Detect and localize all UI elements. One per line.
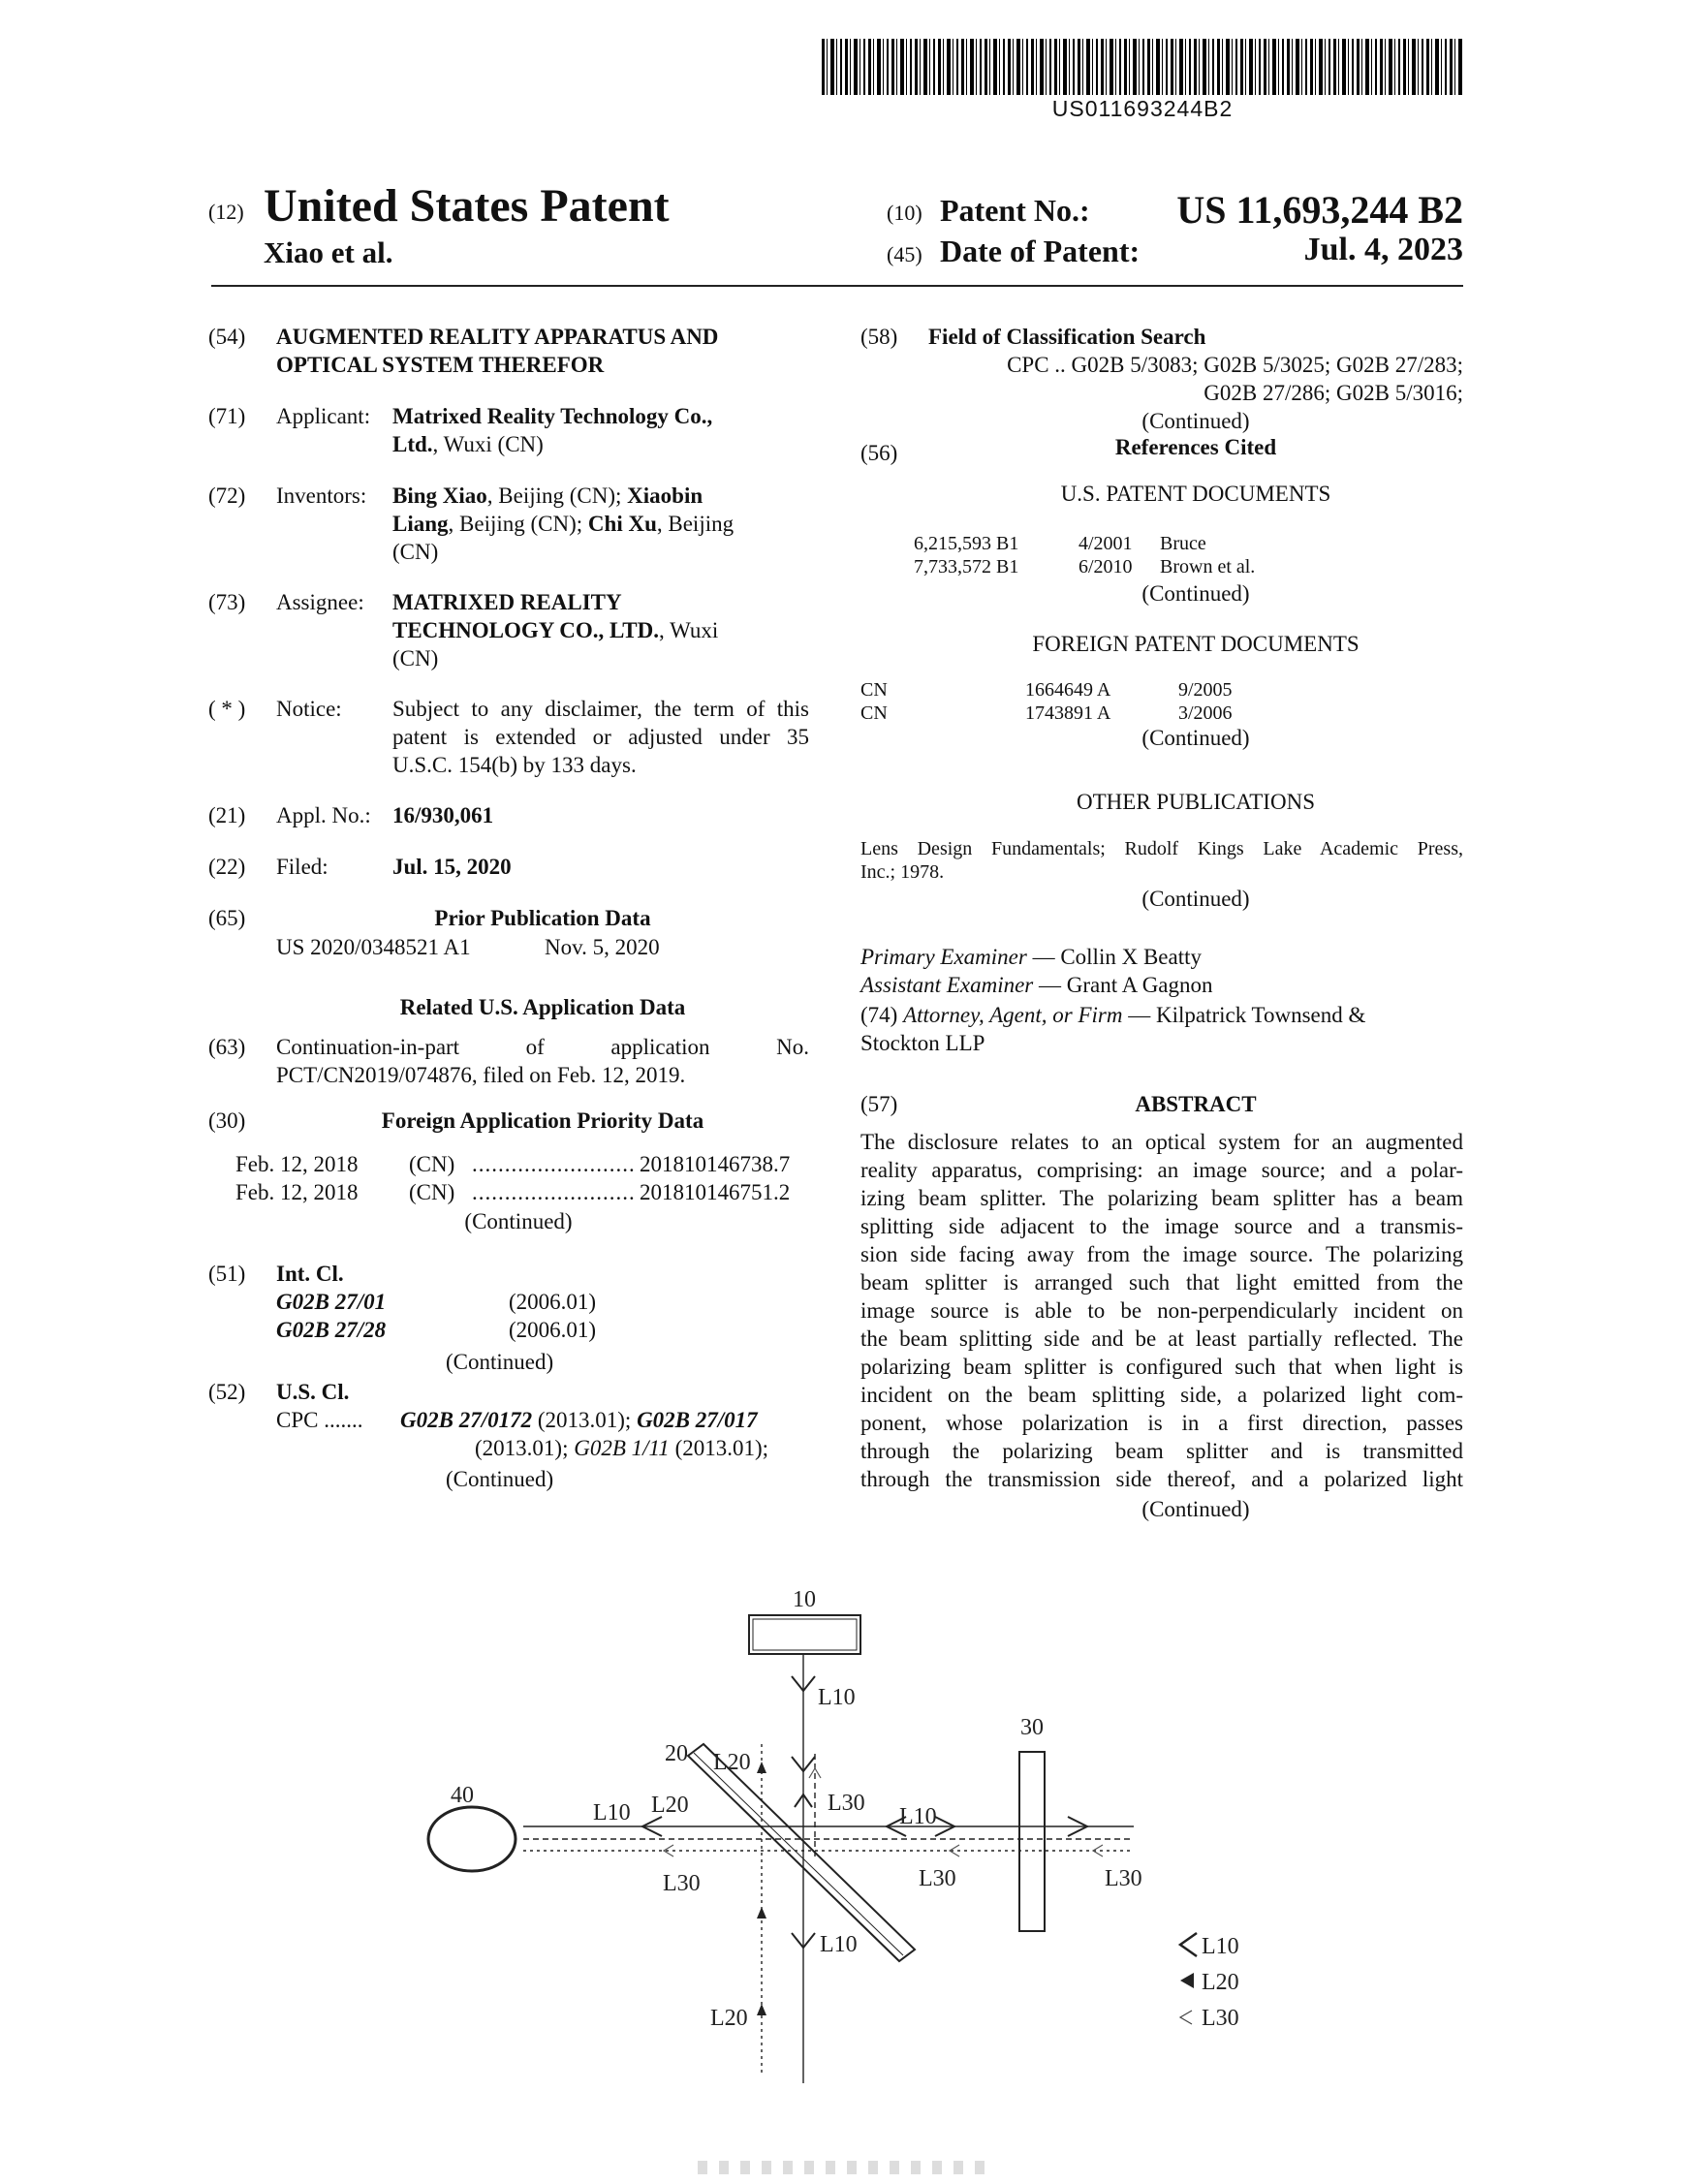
priority-country: (CN) — [409, 1152, 455, 1176]
inventors-label: Inventors: — [276, 484, 367, 508]
legend-label-l30: L30 — [1202, 2006, 1239, 2031]
continuation-word-2: of — [525, 1035, 545, 1059]
inventor-1: Bing Xiao — [392, 484, 487, 508]
abstract-line: sion side facing away from the image source. The polarizing — [860, 1242, 1463, 1266]
references-cited-heading: References Cited — [1114, 435, 1277, 459]
code-73: (73) — [208, 590, 246, 614]
attorney-name-line-1: — Kilpatrick Townsend & — [1122, 1003, 1366, 1027]
page-footer-mark — [698, 2161, 988, 2174]
cpc-class: G02B 27/017 — [637, 1408, 758, 1432]
int-cl-class: G02B 27/28 — [276, 1318, 387, 1342]
abstract-line: through the polarizing beam splitter and is transmitted — [860, 1439, 1463, 1463]
eye-40 — [428, 1807, 516, 1871]
date-of-patent: Jul. 4, 2023 — [1303, 232, 1463, 267]
cpc-line-2 — [475, 1434, 768, 1462]
legend-arrow-l20 — [1180, 1973, 1194, 1988]
int-cl-class: G02B 27/01 — [276, 1290, 387, 1314]
prior-publication-date: Nov. 5, 2020 — [545, 935, 660, 959]
arrow-l20 — [757, 1907, 766, 1919]
prior-publication-heading: Prior Publication Data — [434, 906, 651, 930]
assignee-country: (CN) — [392, 646, 439, 671]
code-52: (52) — [208, 1380, 246, 1404]
classification-line-1: CPC .. G02B 5/3083; G02B 5/3025; G02B 27/283; — [1007, 353, 1463, 377]
notice-label: Notice: — [276, 697, 342, 721]
code-51: (51) — [208, 1262, 246, 1286]
barcode-number: US011693244B2 — [1051, 96, 1234, 121]
abstract-line: polarizing beam splitter is configured such that when light is — [860, 1355, 1463, 1379]
us-ref-continued: (Continued) — [1141, 581, 1250, 606]
classification-search-heading: Field of Classification Search — [928, 325, 1206, 349]
label-20: 20 — [665, 1741, 688, 1766]
foreign-ref-country: CN — [860, 702, 888, 724]
invention-title — [276, 323, 718, 379]
authors: Xiao et al. — [264, 235, 393, 269]
foreign-ref-date: 3/2006 — [1178, 702, 1233, 724]
priority-row — [235, 1150, 359, 1178]
label-l10-left: L10 — [593, 1800, 631, 1825]
continuation-word-3: application — [610, 1035, 710, 1059]
priority-continued: (Continued) — [464, 1209, 573, 1233]
assignee-line-1: MATRIXED REALITY — [392, 590, 622, 614]
priority-dots: ......................... — [472, 1152, 636, 1176]
notice-line-2: patent is extended or adjusted under 35 — [392, 725, 809, 749]
field-72 — [208, 482, 809, 565]
abstract-line: splitting side adjacent to the image source and a transmis- — [860, 1214, 1463, 1238]
foreign-priority-heading: Foreign Application Priority Data — [381, 1108, 704, 1133]
legend-label-l10: L10 — [1202, 1934, 1239, 1959]
code-30: (30) — [208, 1108, 246, 1133]
code-45: (45) — [887, 242, 922, 266]
code-74: (74) — [860, 1003, 904, 1027]
us-ref-name: Brown et al. — [1160, 556, 1256, 577]
continuation-word-1: Continuation-in-part — [276, 1035, 460, 1059]
patent-no-label: Patent No.: — [940, 193, 1090, 228]
arrow-l20 — [757, 2004, 766, 2015]
prior-publication-number: US 2020/0348521 A1 — [276, 935, 471, 959]
field-22 — [208, 853, 809, 881]
field-30 — [208, 1107, 809, 1242]
notice-line-1: Subject to any disclaimer, the term of this — [392, 697, 809, 721]
abstract-line: through the transmission side thereof, and a polarized light — [860, 1467, 1463, 1491]
us-cl-label: U.S. Cl. — [276, 1380, 350, 1404]
cpc-version: (2013.01); — [475, 1436, 575, 1460]
field-65 — [208, 904, 809, 960]
label-40: 40 — [451, 1783, 474, 1808]
field-51 — [208, 1260, 809, 1374]
continuation-word-4: No. — [776, 1035, 809, 1059]
field-54 — [208, 323, 809, 379]
label-30: 30 — [1020, 1715, 1044, 1740]
field-71 — [208, 402, 809, 458]
appl-no: 16/930,061 — [392, 803, 494, 827]
code-21: (21) — [208, 803, 246, 827]
assistant-examiner-label: Assistant Examiner — [860, 973, 1034, 997]
code-12: (12) — [208, 200, 244, 224]
abstract-line: The disclosure relates to an optical system for an augmented — [860, 1130, 1463, 1154]
header-rule — [211, 285, 1463, 287]
label-l10-right: L10 — [899, 1804, 937, 1829]
us-ref-date: 4/2001 — [1078, 533, 1133, 554]
document-title: United States Patent — [264, 180, 670, 232]
abstract-line: izing beam splitter. The polarizing beam splitter has a beam — [860, 1186, 1463, 1210]
beam-splitter-inner — [694, 1753, 903, 1955]
code-72: (72) — [208, 484, 246, 508]
inventor-2-loc: , Beijing (CN); — [448, 512, 588, 536]
field-58 — [860, 323, 1463, 433]
field-56 — [860, 435, 1463, 943]
right-column — [860, 323, 1463, 1523]
cpc-version: (2013.01); — [532, 1408, 638, 1432]
other-publication-line-1: Lens Design Fundamentals; Rudolf Kings Lake Academic Press, — [860, 838, 1463, 859]
left-column — [208, 323, 809, 1492]
us-cl-continued: (Continued) — [446, 1467, 554, 1491]
lens-30 — [1019, 1752, 1045, 1931]
foreign-ref-country: CN — [860, 679, 888, 701]
abstract-line: image source is able to be non-perpendicularly incident on — [860, 1298, 1463, 1323]
abstract-text — [860, 1128, 1463, 1493]
assignee-line-2: TECHNOLOGY CO., LTD. — [392, 618, 659, 642]
code-54: (54) — [208, 325, 246, 349]
field-73 — [208, 588, 809, 671]
inventor-2-last: Liang — [392, 512, 449, 536]
primary-examiner-label: Primary Examiner — [860, 945, 1027, 969]
foreign-patent-documents-heading: FOREIGN PATENT DOCUMENTS — [1032, 632, 1360, 656]
inventors — [392, 482, 734, 566]
code-notice: ( * ) — [208, 697, 246, 721]
priority-row — [235, 1178, 359, 1206]
code-56: (56) — [860, 441, 898, 465]
foreign-ref-number: 1743891 A — [1025, 702, 1111, 724]
other-publication-line-2: Inc.; 1978. — [860, 861, 945, 883]
primary-examiner — [860, 943, 1202, 971]
label-l30-mid: L30 — [828, 1791, 865, 1816]
int-cl-label: Int. Cl. — [276, 1262, 344, 1286]
label-10: 10 — [793, 1587, 816, 1612]
attorney-name-line-2: Stockton LLP — [860, 1031, 985, 1055]
classification-continued: (Continued) — [1141, 409, 1250, 433]
foreign-ref-date: 9/2005 — [1178, 679, 1233, 701]
assistant-examiner-name: — Grant A Gagnon — [1033, 973, 1213, 997]
attorney-label: Attorney, Agent, or Firm — [903, 1003, 1123, 1027]
assignee-label: Assignee: — [276, 590, 364, 614]
abstract-line: reality apparatus, comprising: an image source; and a polar- — [860, 1158, 1463, 1182]
int-cl-continued: (Continued) — [446, 1350, 554, 1374]
code-71: (71) — [208, 404, 246, 428]
arrow-l20 — [757, 1762, 766, 1773]
label-l10-bottom: L10 — [820, 1932, 858, 1957]
cpc-label: CPC ....... — [276, 1408, 363, 1432]
abstract-line: the beam splitting side and be at least partially reflected. The — [860, 1326, 1463, 1351]
legend-label-l20: L20 — [1202, 1970, 1239, 1995]
appl-no-label: Appl. No.: — [276, 803, 371, 827]
us-patent-documents-heading: U.S. PATENT DOCUMENTS — [1060, 482, 1331, 506]
field-63 — [208, 1033, 809, 1089]
assignee-city: , Wuxi — [659, 618, 719, 642]
code-58: (58) — [860, 325, 898, 349]
inventor-3: Chi Xu — [587, 512, 657, 536]
applicant-label: Applicant: — [276, 404, 371, 428]
abstract-line: beam splitter is arranged such that light emitted from the — [860, 1270, 1463, 1295]
image-source-10 — [749, 1615, 860, 1654]
date-of-patent-label: Date of Patent: — [940, 234, 1141, 268]
classification-line-2: G02B 27/286; G02B 5/3016; — [1203, 381, 1463, 405]
cpc-class: G02B 27/0172 — [400, 1408, 533, 1432]
cpc-version: (2013.01); — [669, 1436, 769, 1460]
other-publications-heading: OTHER PUBLICATIONS — [1077, 790, 1315, 814]
applicant — [392, 402, 712, 458]
title-line-1: AUGMENTED REALITY APPARATUS AND — [276, 325, 719, 349]
cpc-class: G02B 1/11 — [574, 1436, 670, 1460]
inventor-1-loc: , Beijing (CN); — [486, 484, 628, 508]
other-publication-continued: (Continued) — [1141, 887, 1250, 911]
cpc-line-1 — [400, 1406, 809, 1434]
us-ref-date: 6/2010 — [1078, 556, 1133, 577]
examiners — [860, 943, 1463, 1059]
int-cl-version: (2006.01) — [509, 1318, 597, 1342]
assistant-examiner — [860, 971, 1213, 999]
inventor-3-loc: , Beijing — [656, 512, 735, 536]
label-l30-right: L30 — [919, 1866, 956, 1891]
label-l20-left: L20 — [651, 1793, 689, 1818]
abstract-heading: ABSTRACT — [1135, 1092, 1257, 1116]
notice-text — [392, 695, 809, 779]
abstract-continued: (Continued) — [1141, 1497, 1250, 1521]
label-l20-bottom: L20 — [710, 2006, 748, 2031]
inventor-2-first: Xiaobin — [627, 484, 703, 508]
foreign-ref-continued: (Continued) — [1141, 726, 1250, 750]
field-57 — [860, 1090, 1463, 1523]
us-ref-number: 6,215,593 B1 — [914, 533, 1019, 554]
priority-dots: ......................... — [472, 1180, 636, 1204]
int-cl-version: (2006.01) — [509, 1290, 597, 1314]
optical-system-figure — [0, 1570, 1688, 2151]
abstract-line: ponent, whose polarization is in a first direction, passes — [860, 1411, 1463, 1435]
label-l30-left: L30 — [663, 1871, 701, 1896]
legend-arrow-l30 — [1180, 2011, 1192, 2024]
code-57: (57) — [860, 1092, 898, 1116]
barcode — [822, 39, 1463, 95]
primary-examiner-name: — Collin X Beatty — [1026, 945, 1202, 969]
priority-number: 201810146738.7 — [640, 1152, 791, 1176]
field-notice — [208, 695, 809, 778]
assignee — [392, 588, 718, 672]
label-l30-far: L30 — [1105, 1866, 1142, 1891]
patent-number: US 11,693,244 B2 — [1176, 188, 1463, 232]
field-21 — [208, 801, 809, 829]
title-line-2: OPTICAL SYSTEM THEREFOR — [276, 353, 605, 377]
code-22: (22) — [208, 855, 246, 879]
notice-line-3: U.S.C. 154(b) by 133 days. — [392, 753, 637, 777]
continuation-line-1 — [276, 1033, 809, 1061]
code-65: (65) — [208, 906, 246, 930]
priority-date: Feb. 12, 2018 — [235, 1152, 359, 1176]
code-10: (10) — [887, 201, 922, 225]
foreign-ref-number: 1664649 A — [1025, 679, 1111, 701]
image-source-inner — [753, 1619, 857, 1650]
abstract-line: incident on the beam splitting side, a polarized light com- — [860, 1383, 1463, 1407]
code-63: (63) — [208, 1035, 246, 1059]
continuation-line-2: PCT/CN2019/074876, filed on Feb. 12, 2019. — [276, 1063, 686, 1087]
us-ref-name: Bruce — [1160, 533, 1206, 554]
legend-arrow-l10 — [1180, 1933, 1197, 1956]
inventor-3-country: (CN) — [392, 540, 439, 564]
priority-date: Feb. 12, 2018 — [235, 1180, 359, 1204]
priority-country: (CN) — [409, 1180, 455, 1204]
applicant-line-1: Matrixed Reality Technology Co., — [392, 404, 713, 428]
label-l20-top: L20 — [713, 1750, 751, 1775]
applicant-suffix: Ltd. — [392, 432, 433, 456]
attorney — [860, 1001, 1365, 1029]
us-ref-number: 7,733,572 B1 — [914, 556, 1019, 577]
applicant-location: , Wuxi (CN) — [432, 432, 544, 456]
filed-date: Jul. 15, 2020 — [392, 855, 512, 879]
label-l10-top: L10 — [818, 1685, 856, 1710]
related-application-heading: Related U.S. Application Data — [399, 995, 686, 1019]
filed-label: Filed: — [276, 855, 328, 879]
field-52 — [208, 1378, 809, 1492]
beam-splitter-20 — [688, 1744, 915, 1961]
priority-number: 201810146751.2 — [640, 1180, 791, 1204]
